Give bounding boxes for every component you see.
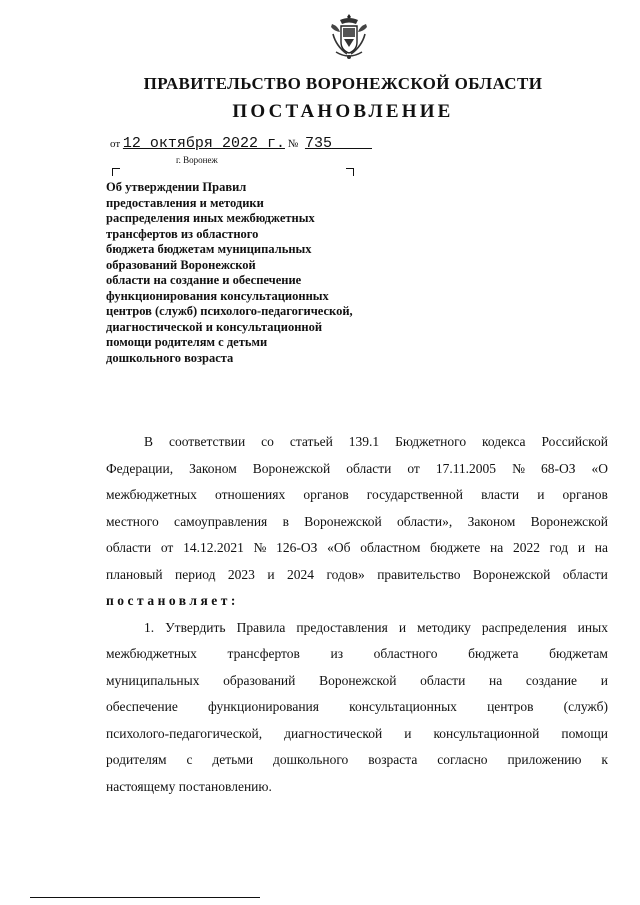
- word: и: [600, 672, 608, 688]
- text-line: [106, 456, 608, 483]
- word: и: [537, 487, 545, 502]
- number-underline: [332, 136, 372, 149]
- word: Законом: [467, 513, 516, 529]
- word: 68-ОЗ: [540, 460, 576, 476]
- text-line: [106, 482, 608, 509]
- word: из: [330, 646, 344, 661]
- text-line: [106, 668, 608, 695]
- word: создание: [525, 672, 578, 688]
- word: Воронежской: [530, 513, 608, 529]
- subject-line: предоставления и методики: [106, 195, 264, 210]
- word: соответствии: [168, 434, 246, 449]
- subject-line: образований Воронежской: [106, 257, 256, 272]
- word: Законом: [189, 460, 237, 476]
- word: с: [186, 752, 193, 767]
- word: 1.: [144, 619, 155, 635]
- word: год: [549, 540, 569, 555]
- word: период: [175, 566, 216, 582]
- word: областном: [360, 540, 421, 555]
- word: обеспечение: [106, 699, 178, 714]
- word: правительство: [377, 566, 461, 582]
- document-number: 735: [304, 135, 332, 152]
- item-1-last-line: настоящему постановлению.: [106, 778, 272, 794]
- preamble-paragraph: [106, 429, 608, 588]
- subject-line: функционирования консультационных: [106, 288, 329, 303]
- word: органов: [303, 487, 349, 502]
- word: 2024: [287, 566, 315, 582]
- word: приложению: [507, 752, 582, 767]
- word: и: [267, 566, 275, 582]
- word: области: [420, 672, 466, 688]
- subject-line: области на создание и обеспечение: [106, 273, 302, 287]
- text-line: [106, 615, 608, 642]
- word: бюджета: [468, 646, 519, 661]
- word: родителям: [106, 752, 167, 767]
- text-line: [106, 641, 608, 668]
- word: к: [601, 752, 608, 767]
- subject-corner-right: [346, 168, 354, 176]
- word: №: [253, 540, 267, 555]
- subject-line: диагностической и консультационной: [106, 319, 323, 334]
- subject-line: Об утверждении Правил: [106, 180, 247, 194]
- text-line: [106, 562, 608, 589]
- word: «О: [591, 460, 608, 476]
- word: самоуправления: [174, 513, 268, 529]
- word: детьми: [212, 752, 254, 767]
- word: дошкольного: [273, 752, 349, 767]
- word: Воронежской: [304, 513, 382, 529]
- word: предоставления: [296, 619, 388, 635]
- word: Российской: [541, 434, 608, 449]
- word: диагностической: [284, 725, 383, 741]
- word: бюджете: [430, 540, 481, 555]
- word: возраста: [368, 752, 418, 767]
- word: областного: [373, 646, 438, 661]
- word: и: [577, 540, 586, 555]
- word: области»,: [397, 513, 453, 529]
- item-1-paragraph: [106, 615, 608, 774]
- subject-line: трансфертов из областного: [106, 226, 259, 241]
- word: иных: [577, 619, 608, 635]
- subject-line: распределения иных межбюджетных: [106, 211, 315, 225]
- text-line: [106, 694, 608, 721]
- decree-word: постановляет:: [106, 593, 239, 608]
- word: на: [490, 540, 504, 555]
- document-body: [106, 429, 608, 800]
- text-line: [106, 429, 608, 456]
- word: области: [106, 540, 152, 555]
- word: на: [594, 540, 608, 555]
- word: государственной: [366, 487, 464, 502]
- document-type: ПОСТАНОВЛЕНИЕ: [232, 101, 454, 122]
- word: статьей: [289, 434, 333, 449]
- number-label: №: [287, 138, 299, 150]
- word: и: [398, 619, 407, 635]
- text-line: [106, 747, 608, 774]
- word: центров: [487, 699, 534, 714]
- word: межбюджетных: [106, 646, 197, 661]
- voronezh-coat-of-arms-icon: [328, 12, 370, 62]
- word: консультационных: [349, 699, 457, 714]
- word: области: [562, 566, 608, 582]
- word: «Об: [327, 540, 351, 555]
- word: трансфертов: [227, 646, 300, 661]
- word: консультационной: [433, 725, 540, 741]
- subject-line: дошкольного возраста: [106, 350, 234, 365]
- document-subject: [106, 180, 426, 366]
- subject-line: центров (служб) психолого-педагогической,: [106, 304, 353, 318]
- subject-corner-left: [112, 168, 120, 176]
- word: 2022: [512, 540, 540, 555]
- word: согласно: [437, 752, 488, 767]
- word: Федерации,: [106, 460, 174, 476]
- word: Воронежской: [252, 460, 331, 476]
- word: плановый: [106, 566, 163, 582]
- text-line: [106, 535, 608, 562]
- word: методику: [417, 619, 471, 635]
- word: В: [144, 434, 154, 449]
- word: 126-ОЗ: [276, 540, 318, 555]
- word: №: [512, 460, 525, 476]
- text-line: [106, 721, 608, 748]
- word: муниципальных: [106, 672, 200, 688]
- city: г. Воронеж: [176, 155, 218, 165]
- word: от: [407, 460, 420, 476]
- word: Правила: [236, 619, 286, 635]
- word: и: [404, 725, 412, 741]
- word: в: [282, 513, 289, 529]
- word: власти: [481, 487, 520, 502]
- word: Бюджетного: [395, 434, 467, 449]
- date-number-line: [110, 135, 372, 152]
- word: 2023: [227, 566, 255, 582]
- word: от: [160, 540, 174, 555]
- word: кодекса: [482, 434, 526, 449]
- subject-line: бюджета бюджетам муниципальных: [106, 242, 312, 256]
- document-date: 12 октября 2022 г.: [122, 135, 285, 152]
- word: 14.12.2021: [183, 540, 244, 555]
- word: межбюджетных: [106, 487, 197, 502]
- from-label: от: [110, 138, 121, 150]
- text-line: [106, 509, 608, 536]
- word: 139.1: [348, 434, 380, 449]
- footnote-rule: [30, 897, 260, 898]
- word: годов»: [326, 566, 365, 582]
- word: со: [261, 434, 274, 449]
- word: 17.11.2005: [435, 460, 497, 476]
- word: органов: [562, 487, 608, 502]
- subject-line: помощи родителям с детьми: [106, 335, 268, 349]
- word: Утвердить: [165, 619, 226, 635]
- word: местного: [106, 513, 159, 529]
- word: помощи: [561, 725, 608, 741]
- word: психолого-педагогической,: [106, 725, 263, 741]
- word: отношениях: [215, 487, 286, 502]
- word: функционирования: [208, 699, 319, 714]
- government-title: ПРАВИТЕЛЬСТВО ВОРОНЕЖСКОЙ ОБЛАСТИ: [143, 74, 543, 93]
- word: на: [489, 672, 503, 688]
- word: Воронежской: [319, 672, 397, 688]
- word: бюджетам: [549, 646, 608, 661]
- word: области: [346, 460, 392, 476]
- word: Воронежской: [472, 566, 551, 582]
- word: образований: [223, 672, 296, 688]
- word: распределения: [481, 619, 567, 635]
- word: (служб): [563, 699, 608, 714]
